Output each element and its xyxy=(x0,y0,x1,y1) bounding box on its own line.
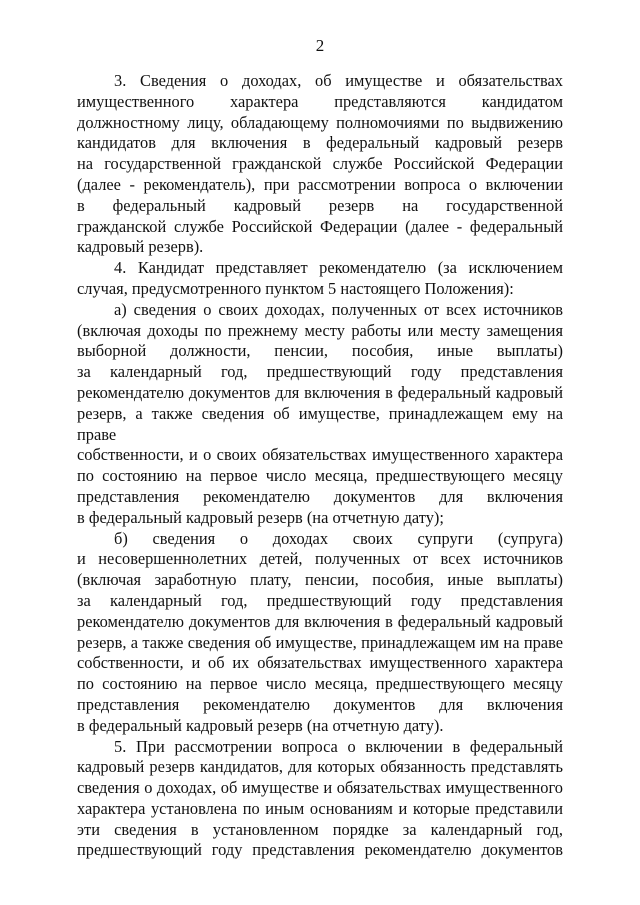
document-body xyxy=(77,71,563,861)
text-line: по состоянию на первое число месяца, предшествующего месяцу xyxy=(77,674,563,694)
text-line: случая, предусмотренного пунктом 5 настоящего Положения): xyxy=(77,278,514,298)
text-line: имущественного характера представляются кандидатом xyxy=(77,91,563,111)
paragraph-4a xyxy=(77,300,563,529)
text-line: а) сведения о своих доходах, полученных от всех источников xyxy=(114,299,563,319)
text-line: на государственной гражданской службе Российской Федерации xyxy=(77,154,563,174)
paragraph-4 xyxy=(77,258,563,300)
text-line: выборной должности, пенсии, пособия, иные выплаты) xyxy=(77,341,563,361)
text-line: гражданской службе Российской Федерации (далее - федеральный xyxy=(77,216,563,236)
text-line: предшествующий году представления рекомендателю документов xyxy=(77,840,563,860)
text-line: рекомендателю документов для включения в федеральный кадровый xyxy=(77,382,563,402)
text-line: в федеральный кадровый резерв (на отчетную дату); xyxy=(77,507,444,527)
text-line: кадровый резерв кандидатов, для которых обязанность представлять xyxy=(77,757,563,777)
text-line: кандидатов для включения в федеральный кадровый резерв xyxy=(77,133,563,153)
text-line: представления рекомендателю документов для включения xyxy=(77,486,563,506)
text-line: собственности, и об их обязательствах имущественного характера xyxy=(77,653,563,673)
text-line: по состоянию на первое число месяца, предшествующего месяцу xyxy=(77,466,563,486)
text-line: собственности, и о своих обязательствах имущественного характера xyxy=(77,445,563,465)
text-line: за календарный год, предшествующий году представления xyxy=(77,590,563,610)
paragraph-3 xyxy=(77,71,563,258)
text-line: и несовершеннолетних детей, полученных от всех источников xyxy=(77,549,563,569)
text-line: резерв, а также сведения об имуществе, принадлежащем им на праве xyxy=(77,632,563,652)
paragraph-5 xyxy=(77,737,563,862)
text-line: (далее - рекомендатель), при рассмотрении вопроса о включении xyxy=(77,174,563,194)
text-line: в федеральный кадровый резерв (на отчетную дату). xyxy=(77,715,444,735)
text-line: б) сведения о доходах своих супруги (супруга) xyxy=(114,528,563,548)
text-line: должностному лицу, обладающему полномочиями по выдвижению xyxy=(77,112,563,132)
text-line: рекомендателю документов для включения в федеральный кадровый xyxy=(77,611,563,631)
paragraph-4b xyxy=(77,529,563,737)
text-line: сведения о доходах, об имуществе и обязательствах имущественного xyxy=(77,778,563,798)
text-line: характера установлена по иным основаниям и которые представили xyxy=(77,798,563,818)
text-line: (включая доходы по прежнему месту работы или месту замещения xyxy=(77,320,563,340)
text-line: эти сведения в установленном порядке за календарный год, xyxy=(77,819,563,839)
text-line: 4. Кандидат представляет рекомендателю (за исключением xyxy=(114,258,563,278)
text-line: в федеральный кадровый резерв на государственной xyxy=(77,195,563,215)
text-line: (включая заработную плату, пенсии, пособия, иные выплаты) xyxy=(77,570,563,590)
text-line: за календарный год, предшествующий году представления xyxy=(77,362,563,382)
page-number: 2 xyxy=(315,36,325,55)
text-line: кадровый резерв). xyxy=(77,237,204,257)
text-line: 5. При рассмотрении вопроса о включении в федеральный xyxy=(114,736,563,756)
text-line: 3. Сведения о доходах, об имуществе и обязательствах xyxy=(114,71,563,90)
text-line: резерв, а также сведения об имуществе, принадлежащем ему на праве xyxy=(77,403,563,444)
text-line: представления рекомендателю документов для включения xyxy=(77,694,563,714)
